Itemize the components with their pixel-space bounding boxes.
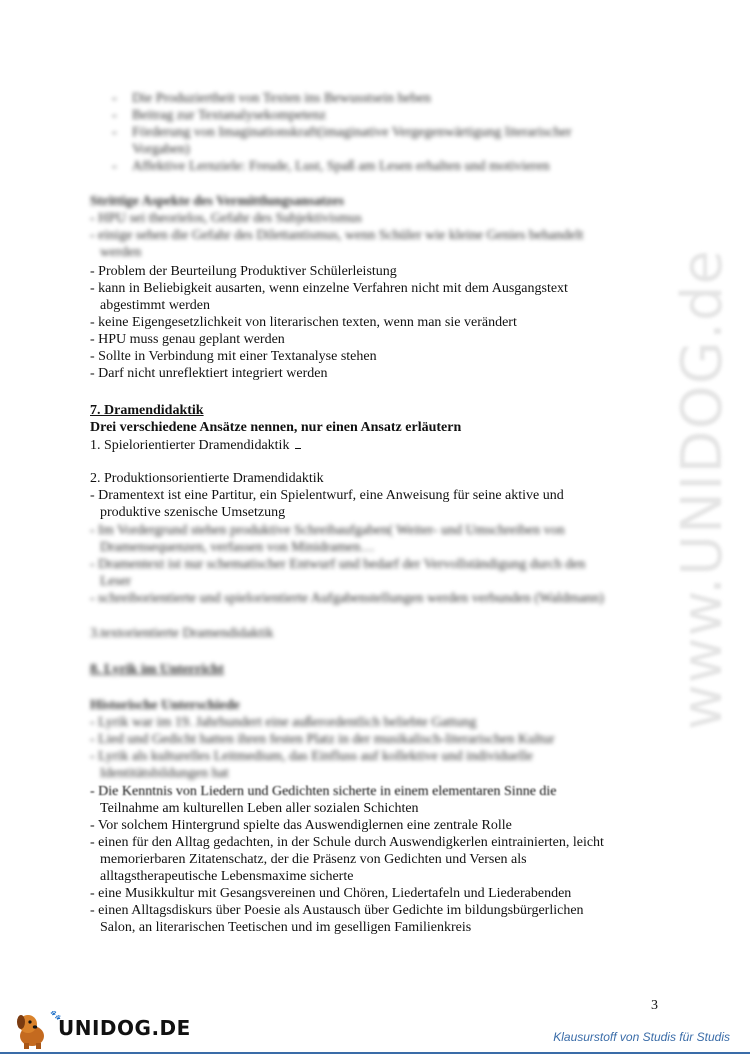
list-item: - Die Produziertheit von Texten ins Bewusstsein heben xyxy=(112,91,431,106)
list-item: - Darf nicht unreflektiert integriert werden xyxy=(90,366,328,381)
list-item: - Lied und Gedicht hatten ihren festen Platz in der musikalisch-literarischen Kultur xyxy=(90,732,555,747)
list-item-continuation: Identitätsbildungen hat xyxy=(100,766,229,781)
list-item: 1. Spielorientierter Dramendidaktik xyxy=(90,436,301,454)
list-item-continuation: Teilnahme am kulturellen Leben aller sozialen Schichten xyxy=(100,801,419,816)
list-item-continuation: werden xyxy=(100,245,142,260)
sub-heading: Historische Unterschiede xyxy=(90,698,240,713)
list-item-continuation: Leser xyxy=(100,574,132,589)
list-item: - HPU sei theorielos, Gefahr des Subjektivismus xyxy=(90,211,362,226)
list-item: 2. Produktionsorientierte Dramendidaktik xyxy=(90,471,324,486)
list-item: - Beitrag zur Textanalysekompetenz xyxy=(112,108,326,123)
dog-icon xyxy=(10,1010,54,1050)
section-heading: Strittige Aspekte des Vermittlungsansatzes xyxy=(90,194,344,209)
task-line: Drei verschiedene Ansätze nennen, nur einen Ansatz erläutern xyxy=(90,420,462,435)
list-item: - HPU muss genau geplant werden xyxy=(90,332,285,347)
paw-icon: 🐾 xyxy=(50,1010,62,1020)
list-item: - einige sehen die Gefahr des Dilettantismus, wenn Schüler wie kleine Genies behandelt xyxy=(90,228,584,243)
watermark: www.UNIDOG.de xyxy=(670,249,735,730)
section-heading: 7. Dramendidaktik xyxy=(90,403,204,418)
list-item: - keine Eigengesetzlichkeit von literarischen texten, wenn man sie verändert xyxy=(90,315,517,330)
list-item: - schreiborientierte und spielorientierte Aufgabenstellungen werden verbunden (Waldmann) xyxy=(90,591,604,606)
list-item: - Problem der Beurteilung Produktiver Schülerleistung xyxy=(90,264,397,279)
list-item-continuation: alltagstherapeutische Lebensmaxime sicherte xyxy=(100,869,354,884)
list-item: - Die Kenntnis von Liedern und Gedichten sicherte in einem elementaren Sinne die xyxy=(90,784,557,799)
list-item: - einen Alltagsdiskurs über Poesie als Austausch über Gedichte im bildungsbürgerlichen xyxy=(90,903,584,918)
footer-tagline: Klausurstoff von Studis für Studis xyxy=(553,1030,730,1044)
list-item: - Förderung von Imaginationskraft(imaginative Vergegenwärtigung literarischer xyxy=(112,125,572,140)
list-item: - Sollte in Verbindung mit einer Textanalyse stehen xyxy=(90,349,377,364)
list-item-continuation: Vorgaben) xyxy=(132,142,190,157)
list-item: - eine Musikkultur mit Gesangsvereinen und Chören, Liedertafeln und Liederabenden xyxy=(90,886,572,901)
list-item-continuation: Dramensequenzen, verfassen von Minidramen… xyxy=(100,540,375,555)
list-item: - Im Vordergrund stehen produktive Schreibaufgaben( Weiter- und Umschreiben von xyxy=(90,523,565,538)
list-item-continuation: produktive szenische Umsetzung xyxy=(100,505,286,520)
list-item: 3.textorientierte Dramendidaktik xyxy=(90,626,274,641)
list-item: - Affektive Lernziele: Freude, Lust, Spaß am Lesen erhalten und motivieren xyxy=(112,159,550,174)
list-item: - Dramentext ist nur schematischer Entwurf und bedarf der Vervollständigung durch den xyxy=(90,557,586,572)
list-item: - Lyrik war im 19. Jahrhundert eine außerordentlich beliebte Gattung xyxy=(90,715,477,730)
list-item: - Dramentext ist eine Partitur, ein Spielentwurf, eine Anweisung für seine aktive und xyxy=(90,488,564,503)
list-item: - Vor solchem Hintergrund spielte das Auswendiglernen eine zentrale Rolle xyxy=(90,818,512,833)
footer-divider xyxy=(0,1052,750,1054)
page-number: 3 xyxy=(651,998,658,1013)
logo-text: UNIDOG.DE xyxy=(58,1016,191,1040)
list-item: - einen für den Alltag gedachten, in der Schule durch Auswendigkerlen eintrainierten, leicht xyxy=(90,835,604,850)
section-heading: 8. Lyrik im Unterricht xyxy=(90,662,224,677)
logo[interactable] xyxy=(10,1010,190,1050)
text-cursor xyxy=(295,436,301,449)
list-item-continuation: memorierbaren Zitatenschatz, der die Präsenz von Gedichten und Versen als xyxy=(100,852,527,867)
list-item: - Lyrik als kulturelles Leitmedium, das Einfluss auf kollektive und individuelle xyxy=(90,749,533,764)
list-item: - kann in Beliebigkeit ausarten, wenn einzelne Verfahren nicht mit dem Ausgangstext xyxy=(90,281,568,296)
list-item-continuation: abgestimmt werden xyxy=(100,298,211,313)
list-item-continuation: Salon, an literarischen Teetischen und im geselligen Familienkreis xyxy=(100,920,472,935)
